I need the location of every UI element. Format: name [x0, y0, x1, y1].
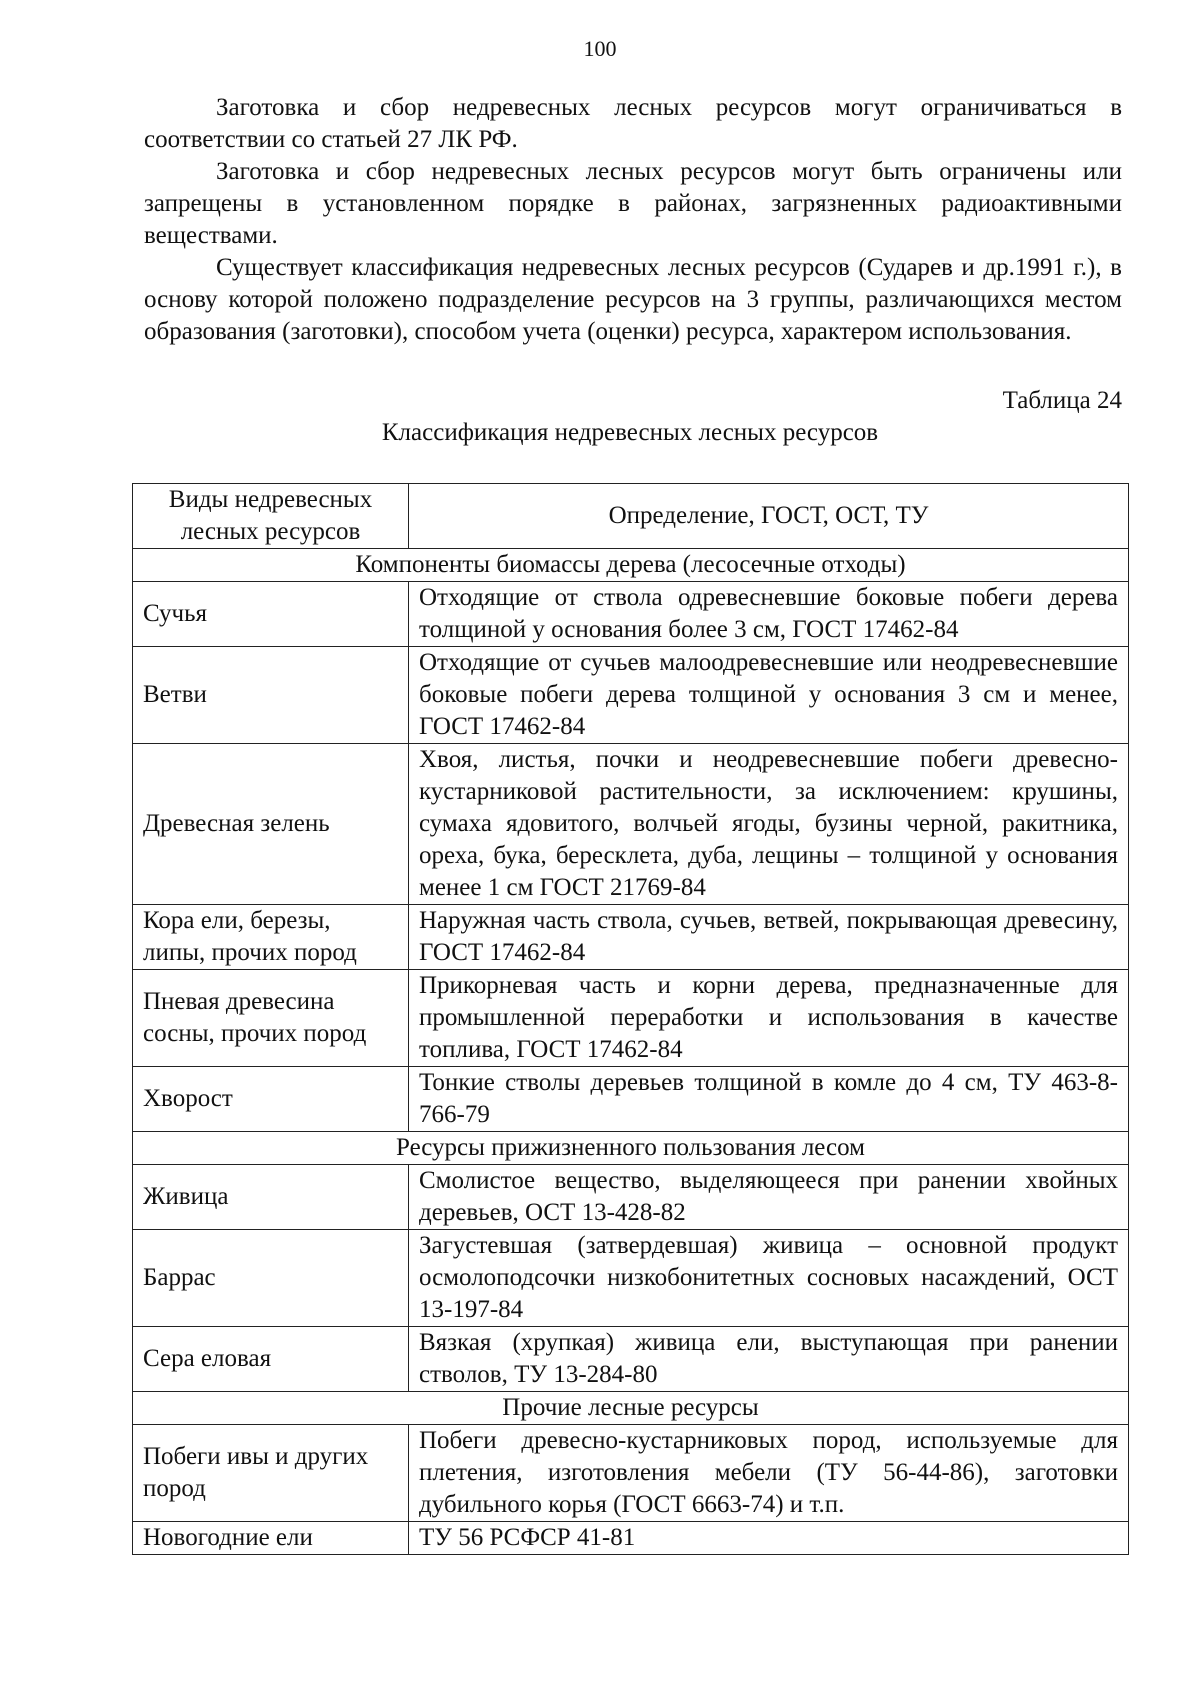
- resource-type-cell: Баррас: [133, 1230, 409, 1327]
- resource-type-cell: Сучья: [133, 582, 409, 647]
- paragraph: Заготовка и сбор недревесных лесных ресурсов могут быть ограничены или запрещены в установленном порядке в районах, загрязненных радиоактивными веществами.: [144, 158, 1122, 249]
- header-resource-type: Виды недревесных лесных ресурсов: [133, 484, 409, 549]
- table-title: Классификация недревесных лесных ресурсов: [381, 419, 879, 446]
- table-row: [133, 582, 1129, 647]
- definition-cell: Побеги древесно-кустарниковых пород, используемые для плетения, изготовления мебели (ТУ 56-44-86), заготовки дубильного корья (ГОСТ 6663-74) и т.п.: [409, 1425, 1129, 1522]
- table-row: [133, 970, 1129, 1067]
- section-row: [133, 1392, 1129, 1425]
- definition-cell: Хвоя, листья, почки и неодревесневшие побеги древесно-кустарниковой растительности, за исключением: крушины, сумаха ядовитого, волчьей ягоды, бузины черной, ракитника, ореха, бука, бересклета, дуба, лещины – толщиной у основания менее 1 см ГОСТ 21769-84: [409, 744, 1129, 905]
- table-row: [133, 905, 1129, 970]
- table-header-row: [133, 484, 1129, 549]
- table-row: [133, 647, 1129, 744]
- paragraph: Существует классификация недревесных лесных ресурсов (Сударев и др.1991 г.), в основу которой положено подразделение ресурсов на 3 группы, различающихся местом образования (заготовки), способом учета (оценки) ресурса, характером использования.: [144, 254, 1122, 345]
- definition-cell: Отходящие от ствола одревесневшие боковые побеги дерева толщиной у основания более 3 см, ГОСТ 17462-84: [409, 582, 1129, 647]
- definition-cell: Вязкая (хрупкая) живица ели, выступающая при ранении стволов, ТУ 13-284-80: [409, 1327, 1129, 1392]
- table-label: Таблица 24: [1002, 387, 1122, 414]
- table-row: [133, 1327, 1129, 1392]
- resource-type-cell: Новогодние ели: [133, 1522, 409, 1555]
- section-title: Компоненты биомассы дерева (лесосечные отходы): [133, 549, 1129, 582]
- definition-cell: Загустевшая (затвердевшая) живица – основной продукт осмолоподсочки низкобонитетных сосновых насаждений, ОСТ 13-197-84: [409, 1230, 1129, 1327]
- section-row: [133, 1132, 1129, 1165]
- table-row: [133, 1230, 1129, 1327]
- resource-type-cell: Кора ели, березы, липы, прочих пород: [133, 905, 409, 970]
- table-row: [133, 1067, 1129, 1132]
- header-definition: Определение, ГОСТ, ОСТ, ТУ: [409, 484, 1129, 549]
- resource-type-cell: Древесная зелень: [133, 744, 409, 905]
- definition-cell: Отходящие от сучьев малоодревесневшие или неодревесневшие боковые побеги дерева толщиной у основания 3 см и менее, ГОСТ 17462-84: [409, 647, 1129, 744]
- section-row: [133, 549, 1129, 582]
- paragraph: Заготовка и сбор недревесных лесных ресурсов могут ограничиваться в соответствии со статьей 27 ЛК РФ.: [144, 94, 1122, 153]
- definition-cell: Наружная часть ствола, сучьев, ветвей, покрывающая древесину, ГОСТ 17462-84: [409, 905, 1129, 970]
- table-row: [133, 1425, 1129, 1522]
- resource-type-cell: Сера еловая: [133, 1327, 409, 1392]
- definition-cell: Тонкие стволы деревьев толщиной в комле до 4 см, ТУ 463-8-766-79: [409, 1067, 1129, 1132]
- resource-type-cell: Пневая древесина сосны, прочих пород: [133, 970, 409, 1067]
- definition-cell: Смолистое вещество, выделяющееся при ранении хвойных деревьев, ОСТ 13-428-82: [409, 1165, 1129, 1230]
- resource-type-cell: Побеги ивы и других пород: [133, 1425, 409, 1522]
- section-title: Ресурсы прижизненного пользования лесом: [133, 1132, 1129, 1165]
- table-row: [133, 744, 1129, 905]
- body-text: [144, 92, 1122, 348]
- definition-cell: ТУ 56 РСФСР 41-81: [409, 1522, 1129, 1555]
- resource-type-cell: Ветви: [133, 647, 409, 744]
- resource-type-cell: Живица: [133, 1165, 409, 1230]
- page-number: 100: [583, 36, 617, 61]
- table-row: [133, 1165, 1129, 1230]
- definition-cell: Прикорневая часть и корни дерева, предназначенные для промышленной переработки и использования в качестве топлива, ГОСТ 17462-84: [409, 970, 1129, 1067]
- classification-table: [132, 483, 1129, 1555]
- resource-type-cell: Хворост: [133, 1067, 409, 1132]
- section-title: Прочие лесные ресурсы: [133, 1392, 1129, 1425]
- table-row: [133, 1522, 1129, 1555]
